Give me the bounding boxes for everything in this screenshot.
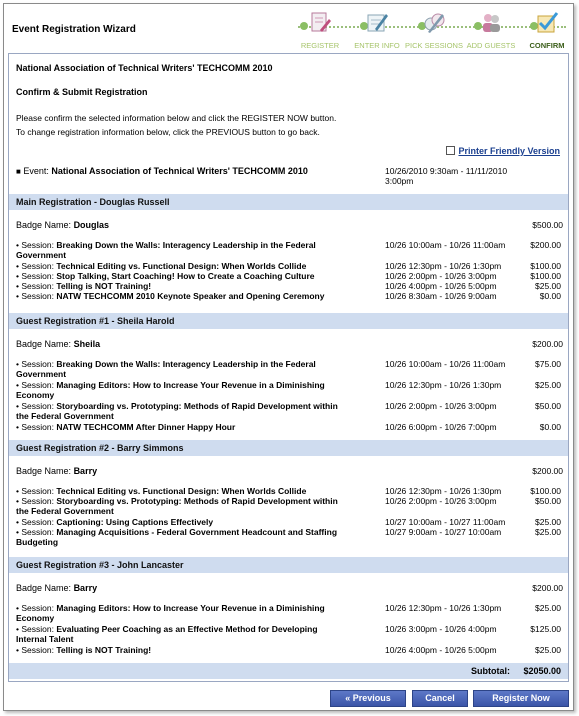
instruction-previous: To change registration information below, click the PREVIOUS button to go back. bbox=[16, 127, 320, 137]
badge-line bbox=[16, 583, 97, 593]
session-time: 10/26 2:00pm - 10/26 3:00pm bbox=[385, 496, 497, 506]
subtotal-bar bbox=[9, 663, 568, 679]
page-title: Confirm & Submit Registration bbox=[16, 87, 148, 97]
session-title: Telling is NOT Training! bbox=[56, 645, 152, 655]
session-title: Storyboarding vs. Prototyping: Methods of Rapid Development within the Federal Government bbox=[16, 401, 338, 421]
instruction-confirm: Please confirm the selected information below and click the REGISTER NOW button. bbox=[16, 113, 337, 123]
session-time: 10/26 6:00pm - 10/26 7:00pm bbox=[385, 422, 497, 432]
session-title: Managing Acquisitions - Federal Government Headcount and Staffing Budgeting bbox=[16, 527, 338, 547]
session-title: Evaluating Peer Coaching as an Effective Method for Developing Internal Talent bbox=[16, 624, 318, 644]
confirmation-panel bbox=[8, 53, 569, 682]
session-row: • Session: Breaking Down the Walls: Interagency Leadership in the Federal Government 10/26 10:00am - 10/26 11:00am $200.00 bbox=[16, 240, 561, 260]
printer-link-label: Printer Friendly Version bbox=[458, 146, 560, 156]
session-prefix: Session: bbox=[21, 645, 54, 655]
session-price: $0.00 bbox=[539, 291, 561, 301]
session-prefix: Session: bbox=[21, 359, 54, 369]
badge-price: $200.00 bbox=[532, 339, 563, 349]
session-row: • Session: Breaking Down the Walls: Interagency Leadership in the Federal Government 10/26 10:00am - 10/26 11:00am $75.00 bbox=[16, 359, 561, 379]
session-prefix: Session: bbox=[21, 624, 54, 634]
badge-price: $200.00 bbox=[532, 466, 563, 476]
session-time: 10/26 12:30pm - 10/26 1:30pm bbox=[385, 486, 502, 496]
cancel-button[interactable]: Cancel bbox=[412, 690, 468, 707]
session-price: $25.00 bbox=[535, 517, 561, 527]
session-title: Telling is NOT Training! bbox=[56, 281, 152, 291]
step-label: REGISTER bbox=[300, 41, 340, 50]
session-price: $100.00 bbox=[530, 486, 561, 496]
session-title: Breaking Down the Walls: Interagency Leadership in the Federal Government bbox=[16, 359, 316, 379]
session-price: $50.00 bbox=[535, 496, 561, 506]
session-prefix: Session: bbox=[21, 281, 54, 291]
session-title: Storyboarding vs. Prototyping: Methods of Rapid Development within the Federal Government bbox=[16, 496, 338, 516]
session-prefix: Session: bbox=[21, 401, 54, 411]
badge-line bbox=[16, 339, 100, 349]
session-price: $75.00 bbox=[535, 359, 561, 369]
wizard-header bbox=[4, 4, 573, 52]
session-title: Breaking Down the Walls: Interagency Leadership in the Federal Government bbox=[16, 240, 316, 260]
badge-name: Sheila bbox=[73, 339, 101, 349]
event-dates: 10/26/2010 9:30am - 11/11/2010 3:00pm bbox=[385, 166, 508, 186]
pick-sessions-icon bbox=[422, 10, 446, 34]
session-price: $25.00 bbox=[535, 603, 561, 613]
session-title: Stop Talking, Start Coaching! How to Create a Coaching Culture bbox=[56, 271, 315, 281]
session-prefix: Session: bbox=[21, 527, 54, 537]
section-heading: Main Registration - Douglas Russell bbox=[9, 194, 568, 210]
session-title: NATW TECHCOMM 2010 Keynote Speaker and Opening Ceremony bbox=[56, 291, 325, 301]
badge-line bbox=[16, 466, 97, 476]
section-heading: Guest Registration #2 - Barry Simmons bbox=[9, 440, 568, 456]
registration-section bbox=[9, 440, 568, 547]
session-row: • Session: Telling is NOT Training! 10/26 4:00pm - 10/26 5:00pm $25.00 bbox=[16, 645, 561, 655]
session-time: 10/26 12:30pm - 10/26 1:30pm bbox=[385, 261, 502, 271]
step-confirm[interactable] bbox=[517, 4, 577, 52]
previous-button[interactable]: « Previous bbox=[330, 690, 406, 707]
event-label: Event: bbox=[23, 166, 49, 176]
session-prefix: Session: bbox=[21, 291, 54, 301]
session-price: $50.00 bbox=[535, 401, 561, 411]
session-title: Managing Editors: How to Increase Your Revenue in a Diminishing Economy bbox=[16, 603, 325, 623]
session-title: Technical Editing vs. Functional Design: When Worlds Collide bbox=[56, 486, 307, 496]
session-row: • Session: Managing Editors: How to Increase Your Revenue in a Diminishing Economy 10/26 12:30pm - 10/26 1:30pm $25.00 bbox=[16, 380, 561, 400]
printer-icon bbox=[446, 146, 455, 155]
badge-label: Badge Name: bbox=[16, 339, 72, 349]
registration-section bbox=[9, 557, 568, 655]
session-row: • Session: Telling is NOT Training! 10/26 4:00pm - 10/26 5:00pm $25.00 bbox=[16, 281, 561, 291]
badge-price: $500.00 bbox=[532, 220, 563, 230]
session-price: $200.00 bbox=[530, 240, 561, 250]
session-time: 10/26 4:00pm - 10/26 5:00pm bbox=[385, 645, 497, 655]
session-time: 10/26 2:00pm - 10/26 3:00pm bbox=[385, 401, 497, 411]
session-time: 10/27 9:00am - 10/27 10:00am bbox=[385, 527, 502, 537]
subtotal-value: $2050.00 bbox=[523, 666, 561, 676]
session-price: $25.00 bbox=[535, 380, 561, 390]
section-heading: Guest Registration #1 - Sheila Harold bbox=[9, 313, 568, 329]
session-prefix: Session: bbox=[21, 261, 54, 271]
session-row: • Session: Managing Acquisitions - Federal Government Headcount and Staffing Budgeting 10/27 9:00am - 10/27 10:00am $25.00 bbox=[16, 527, 561, 547]
session-price: $100.00 bbox=[530, 261, 561, 271]
session-title: NATW TECHCOMM After Dinner Happy Hour bbox=[56, 422, 236, 432]
bullet-icon: ■ bbox=[16, 167, 21, 176]
session-prefix: Session: bbox=[21, 240, 54, 250]
add-guests-icon bbox=[479, 10, 503, 34]
printer-friendly-link[interactable] bbox=[446, 146, 560, 156]
session-row: • Session: Managing Editors: How to Increase Your Revenue in a Diminishing Economy 10/26 12:30pm - 10/26 1:30pm $25.00 bbox=[16, 603, 561, 623]
step-label: PICK SESSIONS bbox=[405, 41, 463, 50]
session-prefix: Session: bbox=[21, 496, 54, 506]
badge-name: Barry bbox=[73, 583, 98, 593]
session-price: $25.00 bbox=[535, 527, 561, 537]
wizard-steps bbox=[290, 4, 573, 52]
badge-price: $200.00 bbox=[532, 583, 563, 593]
session-title: Technical Editing vs. Functional Design: When Worlds Collide bbox=[56, 261, 307, 271]
event-org-title: National Association of Technical Writers' TECHCOMM 2010 bbox=[16, 63, 273, 73]
session-price: $125.00 bbox=[530, 624, 561, 634]
session-price: $100.00 bbox=[530, 271, 561, 281]
session-title: Captioning: Using Captions Effectively bbox=[56, 517, 214, 527]
session-prefix: Session: bbox=[21, 271, 54, 281]
session-price: $25.00 bbox=[535, 281, 561, 291]
register-icon bbox=[308, 10, 332, 34]
wizard-title: Event Registration Wizard bbox=[12, 24, 136, 35]
session-row: • Session: Storyboarding vs. Prototyping: Methods of Rapid Development within the Federal Government 10/26 2:00pm - 10/26 3:00pm $50.00 bbox=[16, 401, 561, 421]
badge-line bbox=[16, 220, 109, 230]
step-label: ADD GUESTS bbox=[466, 41, 516, 50]
session-time: 10/26 12:30pm - 10/26 1:30pm bbox=[385, 380, 502, 390]
badge-label: Badge Name: bbox=[16, 583, 72, 593]
session-time: 10/26 3:00pm - 10/26 4:00pm bbox=[385, 624, 497, 634]
session-prefix: Session: bbox=[21, 486, 54, 496]
session-row: • Session: Storyboarding vs. Prototyping: Methods of Rapid Development within the Federal Government 10/26 2:00pm - 10/26 3:00pm $50.00 bbox=[16, 496, 561, 516]
register-now-button[interactable]: Register Now bbox=[473, 690, 569, 707]
badge-name: Douglas bbox=[73, 220, 110, 230]
step-label: CONFIRM bbox=[529, 41, 565, 50]
session-row: • Session: NATW TECHCOMM 2010 Keynote Speaker and Opening Ceremony 10/26 8:30am - 10/26 9:00am $0.00 bbox=[16, 291, 561, 301]
session-price: $0.00 bbox=[539, 422, 561, 432]
registration-section bbox=[9, 194, 568, 301]
session-time: 10/26 12:30pm - 10/26 1:30pm bbox=[385, 603, 502, 613]
session-prefix: Session: bbox=[21, 380, 54, 390]
badge-name: Barry bbox=[73, 466, 98, 476]
session-row: • Session: Captioning: Using Captions Effectively 10/27 10:00am - 10/27 11:00am $25.00 bbox=[16, 517, 561, 527]
enter-info-icon bbox=[365, 10, 389, 34]
confirm-icon bbox=[535, 10, 559, 34]
step-label: ENTER INFO bbox=[354, 41, 400, 50]
session-title: Managing Editors: How to Increase Your Revenue in a Diminishing Economy bbox=[16, 380, 325, 400]
session-time: 10/26 4:00pm - 10/26 5:00pm bbox=[385, 281, 497, 291]
session-time: 10/27 10:00am - 10/27 11:00am bbox=[385, 517, 506, 527]
session-time: 10/26 2:00pm - 10/26 3:00pm bbox=[385, 271, 497, 281]
event-summary-row bbox=[16, 166, 562, 186]
session-row: • Session: Technical Editing vs. Functional Design: When Worlds Collide 10/26 12:30pm - 10/26 1:30pm $100.00 bbox=[16, 486, 561, 496]
session-prefix: Session: bbox=[21, 422, 54, 432]
session-row: • Session: NATW TECHCOMM After Dinner Happy Hour 10/26 6:00pm - 10/26 7:00pm $0.00 bbox=[16, 422, 561, 432]
section-heading: Guest Registration #3 - John Lancaster bbox=[9, 557, 568, 573]
badge-label: Badge Name: bbox=[16, 220, 72, 230]
wizard-window bbox=[3, 3, 574, 711]
session-time: 10/26 10:00am - 10/26 11:00am bbox=[385, 359, 506, 369]
session-price: $25.00 bbox=[535, 645, 561, 655]
session-prefix: Session: bbox=[21, 517, 54, 527]
event-name: National Association of Technical Writers' TECHCOMM 2010 bbox=[51, 166, 308, 176]
subtotal-label: Subtotal: bbox=[471, 666, 510, 676]
wizard-footer bbox=[4, 684, 573, 708]
session-row: • Session: Stop Talking, Start Coaching! How to Create a Coaching Culture 10/26 2:00pm - 10/26 3:00pm $100.00 bbox=[16, 271, 561, 281]
registration-section bbox=[9, 313, 568, 432]
session-time: 10/26 8:30am - 10/26 9:00am bbox=[385, 291, 497, 301]
session-row: • Session: Evaluating Peer Coaching as an Effective Method for Developing Internal Talent 10/26 3:00pm - 10/26 4:00pm $125.00 bbox=[16, 624, 561, 644]
badge-label: Badge Name: bbox=[16, 466, 72, 476]
session-time: 10/26 10:00am - 10/26 11:00am bbox=[385, 240, 506, 250]
session-row: • Session: Technical Editing vs. Functional Design: When Worlds Collide 10/26 12:30pm - 10/26 1:30pm $100.00 bbox=[16, 261, 561, 271]
session-prefix: Session: bbox=[21, 603, 54, 613]
